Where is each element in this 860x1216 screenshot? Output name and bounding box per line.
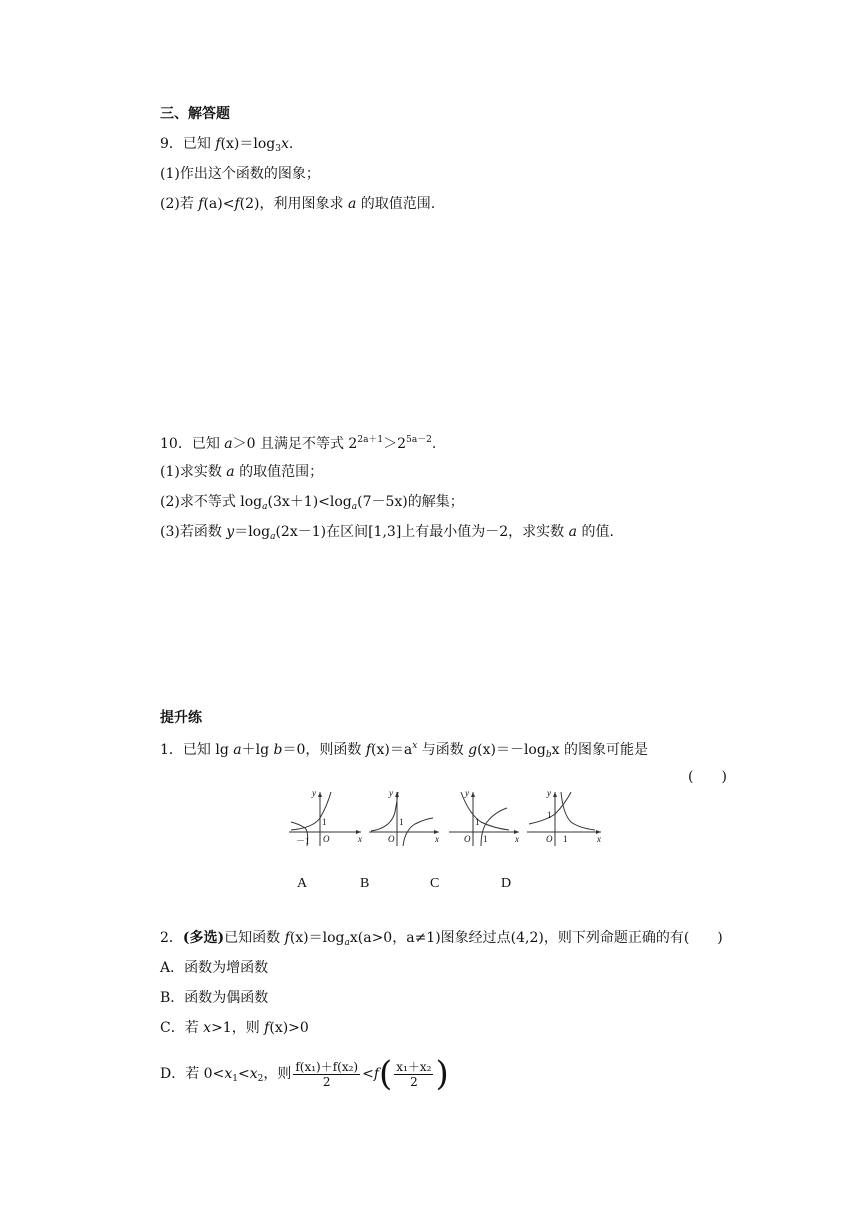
graph-a bbox=[289, 788, 362, 846]
option-label-d: D bbox=[501, 876, 512, 891]
graph-c bbox=[449, 788, 519, 846]
graph-b-origin: O bbox=[388, 834, 395, 844]
question-9-part-2: (2)若 f(a)<f(2)，利用图象求 a 的取值范围. bbox=[160, 196, 436, 212]
fraction-left: $\frac{\text{f(x₁)＋f(x₂)}}{2}$ bbox=[295, 1059, 359, 1089]
graph-d-x-label: x bbox=[597, 834, 601, 844]
graph-d bbox=[527, 788, 601, 846]
question-9-part-1: (1)作出这个函数的图象； bbox=[160, 166, 320, 182]
option-label-a: A bbox=[297, 876, 308, 891]
graph-a-neg-one: －1 bbox=[296, 836, 310, 846]
graph-b-x-label: x bbox=[435, 834, 439, 844]
question-9-stem: 9．已知 $f(x)=\log_3x$. bbox=[160, 136, 294, 154]
question-10-part-1: (1)求实数 a 的取值范围； bbox=[160, 464, 324, 480]
improve-question-2-stem: 2．(多选)已知函数 $f(x)=\log_ax(a>0$，a≠1)图象经过点(4,2)，则下列命题正确的有( ) bbox=[160, 930, 723, 948]
graph-b-y-label: y bbox=[389, 788, 393, 798]
graph-c-origin: O bbox=[464, 834, 471, 844]
question-10-part-2: (2)求不等式 $\log_a(3x+1)<\log_a(7-5x)$的解集； bbox=[160, 494, 464, 512]
section-heading-improve: 提升练 bbox=[160, 710, 202, 726]
graph-a-y-label: y bbox=[312, 788, 316, 798]
graph-a-origin: O bbox=[323, 834, 330, 844]
fraction-right: $\frac{\text{x₁＋x₂}}{2}$ bbox=[396, 1059, 432, 1089]
improve-question-1-stem: 1．已知 lg a＋lg b＝0，则函数 $f(x)=a^x$ 与函数 $g(x)=-\log_bx$ 的图象可能是 bbox=[160, 741, 648, 760]
graph-c-one: 1 bbox=[475, 817, 480, 827]
graph-c-y-label: y bbox=[465, 788, 469, 798]
graph-d-one: 1 bbox=[547, 810, 552, 820]
option-label-c: C bbox=[430, 876, 440, 891]
option-c: C．若 x>1，则 f(x)>0 bbox=[160, 1020, 309, 1036]
option-graphs bbox=[285, 788, 605, 848]
option-b: B．函数为偶函数 bbox=[160, 990, 269, 1006]
option-d: D．若 $0<x_1<x_2$，则 $\frac{\text{f(x₁)＋f(x₂)}}{2}$ <f( $\frac{\text{x₁＋x₂}}{2}$ ) bbox=[160, 1054, 449, 1094]
graph-c-x-one: 1 bbox=[483, 834, 488, 844]
graph-a-one: 1 bbox=[322, 817, 327, 827]
graph-b bbox=[369, 788, 439, 846]
graph-d-x-one: 1 bbox=[563, 834, 568, 844]
graph-c-x-label: x bbox=[515, 834, 519, 844]
option-a: A．函数为增函数 bbox=[160, 960, 269, 976]
graph-b-one: 1 bbox=[399, 817, 404, 827]
graph-d-origin: O bbox=[546, 834, 553, 844]
graph-d-y-label: y bbox=[547, 788, 551, 798]
question-10-stem: 10．已知 a＞0 且满足不等式 $2^{2a+1}>2^{5a-2}$. bbox=[160, 435, 437, 452]
question-10-part-3: (3)若函数 $y=\log_a(2x-1)$在区间[1,3]上有最小值为－2，求实数 a 的值. bbox=[160, 524, 614, 542]
section-heading-solutions: 三、解答题 bbox=[160, 106, 230, 122]
option-label-b: B bbox=[360, 876, 370, 891]
answer-blank: ( ) bbox=[688, 769, 727, 785]
graph-a-x-label: x bbox=[358, 834, 362, 844]
